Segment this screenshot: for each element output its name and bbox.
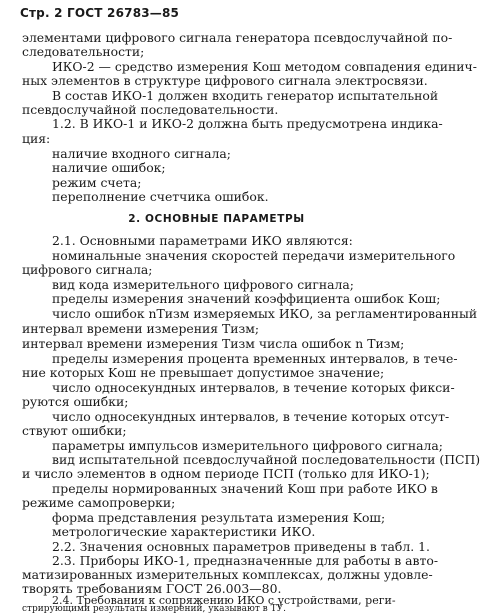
text-line: творять требованиям ГОСТ 26.003—80.: [22, 581, 282, 596]
text-line: параметры импульсов измерительного цифрового сигнала;: [52, 438, 443, 453]
text-line: матизированных измерительных комплексах, должны удовле-: [22, 567, 433, 582]
text-line: ИКО-2 — средство измерения Kош методом совпадения единич-: [52, 59, 477, 74]
text-line: стрирующими результаты измерений, указывают в ТУ.: [22, 604, 286, 614]
text-line: ция:: [22, 131, 51, 146]
text-line: номинальные значения скоростей передачи измерительного: [52, 248, 456, 263]
page-header: [20, 6, 179, 20]
text-line: число односекундных интервалов, в течение которых отсут-: [52, 409, 450, 424]
text-line: интервал времени измерения Tизм числа ошибок n Tизм;: [22, 336, 405, 351]
text-line: псевдослучайной последовательности.: [22, 102, 279, 117]
section-heading: 2. ОСНОВНЫЕ ПАРАМЕТРЫ: [128, 213, 305, 225]
text-line: В состав ИКО-1 должен входить генератор испытательной: [52, 88, 439, 103]
text-line: следовательности;: [22, 44, 145, 59]
text-line: вид испытательной псевдослучайной последовательности (ПСП): [52, 452, 480, 467]
text-line: [0, 596, 11, 597]
text-line: 2.3. Приборы ИКО-1, предназначенные для работы в авто-: [52, 553, 439, 568]
text-line: число односекундных интервалов, в течение которых фикси-: [52, 380, 455, 395]
list-item: наличие ошибок;: [52, 160, 166, 175]
text-line: элементами цифрового сигнала генератора псевдослучайной по-: [22, 30, 453, 45]
list-item: наличие входного сигнала;: [52, 146, 231, 161]
text-line: вид кода измерительного цифрового сигнала;: [52, 277, 354, 292]
text-line: число ошибок nTизм измеряемых ИКО, за регламентированный: [52, 306, 478, 321]
text-line: 2.4. Требования к сопряжению ИКО с устройствами, реги-: [52, 594, 396, 607]
text-line: цифрового сигнала;: [22, 262, 153, 277]
text-line: ние которых Kош не превышает допустимое значение;: [22, 365, 385, 380]
list-item: переполнение счетчика ошибок.: [52, 189, 269, 204]
text-line: форма представления результата измерения Kош;: [52, 510, 386, 525]
text-line: пределы измерения процента временных интервалов, в тече-: [52, 351, 458, 366]
standard-number: ГОСТ 26783—85: [67, 6, 180, 20]
text-line: режиме самопроверки;: [22, 495, 176, 510]
text-line: пределы измерения значений коэффициента ошибок Kош;: [52, 291, 441, 306]
list-item: режим счета;: [52, 175, 142, 190]
text-line: интервал времени измерения Tизм;: [22, 321, 260, 336]
text-line: ствуют ошибки;: [22, 423, 127, 438]
text-line: пределы нормированных значений Kош при работе ИКО в: [52, 481, 438, 496]
text-line: и число элементов в одном периоде ПСП (только для ИКО-1);: [22, 466, 430, 481]
text-line: руются ошибки;: [22, 394, 129, 409]
text-line: 2.2. Значения основных параметров приведены в табл. 1.: [52, 539, 430, 554]
text-line: 1.2. В ИКО-1 и ИКО-2 должна быть предусмотрена индика-: [52, 116, 443, 131]
text-line: ных элементов в структуре цифрового сигнала электросвязи.: [22, 73, 428, 88]
page-number: Стр. 2: [20, 6, 63, 20]
text-line: 2.1. Основными параметрами ИКО являются:: [52, 233, 353, 248]
text-line: метрологические характеристики ИКО.: [52, 524, 316, 539]
